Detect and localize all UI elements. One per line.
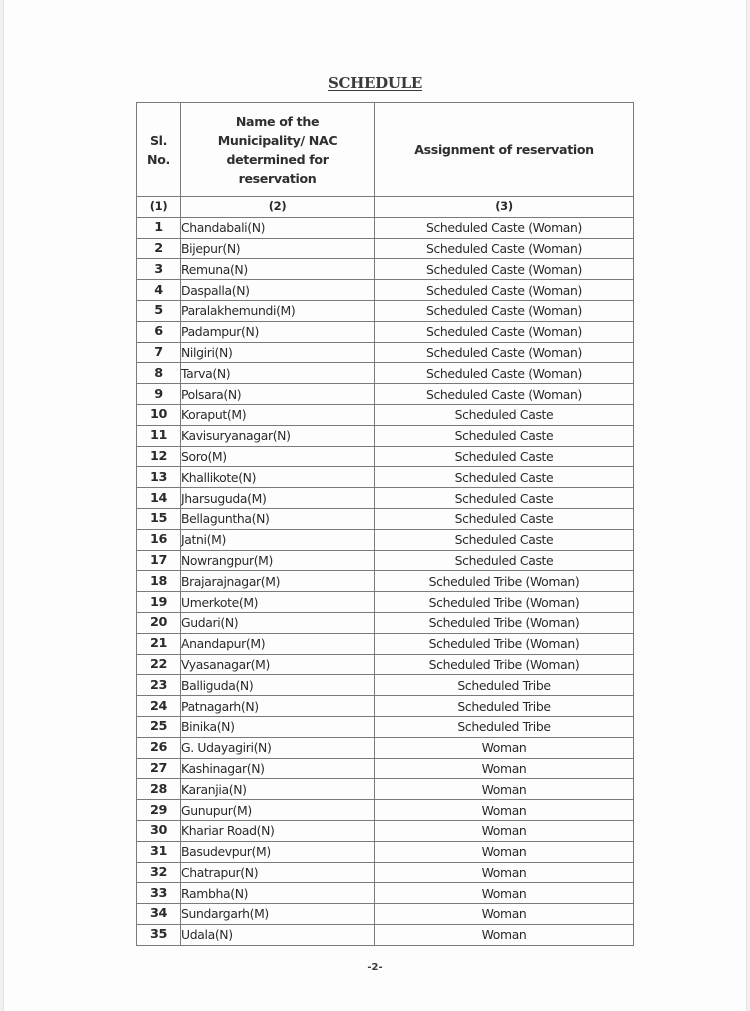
sl-number: 24 <box>137 696 181 717</box>
municipality-name: Polsara(N) <box>181 384 375 405</box>
sl-number: 23 <box>137 675 181 696</box>
document-page <box>4 0 746 1011</box>
municipality-name: Kavisuryanagar(N) <box>181 425 375 446</box>
municipality-name: Nilgiri(N) <box>181 342 375 363</box>
sl-number: 1 <box>137 217 181 238</box>
municipality-name: G. Udayagiri(N) <box>181 737 375 758</box>
municipality-name: Bijepur(N) <box>181 238 375 259</box>
municipality-name: Tarva(N) <box>181 363 375 384</box>
column-number: (1) <box>137 197 181 218</box>
table-row <box>137 862 634 883</box>
municipality-name: Karanjia(N) <box>181 779 375 800</box>
table-row <box>137 238 634 259</box>
table-row <box>137 716 634 737</box>
reservation-type: Scheduled Tribe <box>375 675 634 696</box>
table-row <box>137 321 634 342</box>
table-row <box>137 696 634 717</box>
header-name-line: Name of the <box>235 113 320 129</box>
table-row <box>137 425 634 446</box>
municipality-name: Patnagarh(N) <box>181 696 375 717</box>
sl-number: 19 <box>137 592 181 613</box>
municipality-name: Vyasanagar(M) <box>181 654 375 675</box>
header-sl-no-line1: Sl. <box>149 132 168 148</box>
table-row <box>137 924 634 945</box>
sl-number: 35 <box>137 924 181 945</box>
municipality-name: Kashinagar(N) <box>181 758 375 779</box>
reservation-type: Woman <box>375 820 634 841</box>
sl-number: 8 <box>137 363 181 384</box>
reservation-type: Scheduled Caste <box>375 425 634 446</box>
reservation-type: Scheduled Caste (Woman) <box>375 259 634 280</box>
municipality-name: Khariar Road(N) <box>181 820 375 841</box>
column-number: (2) <box>181 197 375 218</box>
reservation-type: Scheduled Caste <box>375 550 634 571</box>
reservation-type: Scheduled Caste <box>375 529 634 550</box>
municipality-name: Jharsuguda(M) <box>181 488 375 509</box>
municipality-name: Brajarajnagar(M) <box>181 571 375 592</box>
table-row <box>137 508 634 529</box>
header-name-line: Municipality/ NAC <box>217 132 338 148</box>
sl-number: 13 <box>137 467 181 488</box>
reservation-type: Scheduled Caste (Woman) <box>375 280 634 301</box>
sl-number: 3 <box>137 259 181 280</box>
table-row <box>137 820 634 841</box>
sl-number: 7 <box>137 342 181 363</box>
table-row <box>137 529 634 550</box>
table-row <box>137 800 634 821</box>
sl-number: 31 <box>137 841 181 862</box>
sl-number: 28 <box>137 779 181 800</box>
page-number: -2- <box>367 962 383 973</box>
table-row <box>137 883 634 904</box>
sl-number: 27 <box>137 758 181 779</box>
reservation-type: Woman <box>375 904 634 925</box>
reservation-type: Scheduled Caste <box>375 508 634 529</box>
municipality-name: Bellaguntha(N) <box>181 508 375 529</box>
sl-number: 9 <box>137 384 181 405</box>
municipality-name: Chatrapur(N) <box>181 862 375 883</box>
table-row <box>137 488 634 509</box>
header-municipality-name <box>181 103 375 197</box>
sl-number: 21 <box>137 633 181 654</box>
municipality-name: Daspalla(N) <box>181 280 375 301</box>
schedule-table <box>136 102 634 946</box>
table-row <box>137 280 634 301</box>
reservation-type: Scheduled Caste <box>375 446 634 467</box>
table-row <box>137 904 634 925</box>
municipality-name: Binika(N) <box>181 716 375 737</box>
municipality-name: Soro(M) <box>181 446 375 467</box>
reservation-type: Scheduled Caste <box>375 467 634 488</box>
table-row <box>137 675 634 696</box>
sl-number: 17 <box>137 550 181 571</box>
table-row <box>137 404 634 425</box>
reservation-type: Woman <box>375 779 634 800</box>
sl-number: 33 <box>137 883 181 904</box>
sl-number: 16 <box>137 529 181 550</box>
municipality-name: Nowrangpur(M) <box>181 550 375 571</box>
municipality-name: Umerkote(M) <box>181 592 375 613</box>
reservation-type: Scheduled Tribe (Woman) <box>375 571 634 592</box>
sl-number: 26 <box>137 737 181 758</box>
header-sl-no <box>137 103 181 197</box>
sl-number: 4 <box>137 280 181 301</box>
reservation-type: Scheduled Tribe (Woman) <box>375 654 634 675</box>
table-row <box>137 633 634 654</box>
municipality-name: Remuna(N) <box>181 259 375 280</box>
sl-number: 25 <box>137 716 181 737</box>
header-row <box>137 103 634 197</box>
sl-number: 30 <box>137 820 181 841</box>
reservation-type: Scheduled Caste (Woman) <box>375 238 634 259</box>
table-row <box>137 592 634 613</box>
sl-number: 20 <box>137 612 181 633</box>
reservation-type: Scheduled Tribe (Woman) <box>375 612 634 633</box>
table-row <box>137 363 634 384</box>
municipality-name: Rambha(N) <box>181 883 375 904</box>
table-row <box>137 737 634 758</box>
reservation-type: Woman <box>375 924 634 945</box>
reservation-type: Scheduled Caste <box>375 488 634 509</box>
table-row <box>137 467 634 488</box>
reservation-type: Scheduled Tribe (Woman) <box>375 633 634 654</box>
municipality-name: Jatni(M) <box>181 529 375 550</box>
table-row <box>137 446 634 467</box>
table-row <box>137 217 634 238</box>
reservation-type: Scheduled Tribe (Woman) <box>375 592 634 613</box>
sl-number: 10 <box>137 404 181 425</box>
reservation-type: Scheduled Tribe <box>375 716 634 737</box>
table-row <box>137 779 634 800</box>
reservation-type: Woman <box>375 862 634 883</box>
reservation-type: Woman <box>375 737 634 758</box>
table-row <box>137 342 634 363</box>
reservation-type: Woman <box>375 800 634 821</box>
table-row <box>137 550 634 571</box>
document-title <box>4 74 746 92</box>
municipality-name: Paralakhemundi(M) <box>181 300 375 321</box>
sl-number: 32 <box>137 862 181 883</box>
reservation-type: Woman <box>375 883 634 904</box>
municipality-name: Padampur(N) <box>181 321 375 342</box>
reservation-type: Woman <box>375 758 634 779</box>
sl-number: 15 <box>137 508 181 529</box>
table-row <box>137 654 634 675</box>
reservation-type: Woman <box>375 841 634 862</box>
table-row <box>137 300 634 321</box>
header-name-line: reservation <box>238 170 317 186</box>
municipality-name: Udala(N) <box>181 924 375 945</box>
sl-number: 6 <box>137 321 181 342</box>
reservation-type: Scheduled Caste (Woman) <box>375 363 634 384</box>
table-row <box>137 259 634 280</box>
table-row <box>137 612 634 633</box>
header-assignment: Assignment of reservation <box>375 103 634 197</box>
reservation-type: Scheduled Caste <box>375 404 634 425</box>
reservation-type: Scheduled Caste (Woman) <box>375 342 634 363</box>
column-number: (3) <box>375 197 634 218</box>
title-text: SCHEDULE <box>327 74 423 92</box>
table-row <box>137 571 634 592</box>
header-sl-no-line2: No. <box>147 151 170 167</box>
municipality-name: Koraput(M) <box>181 404 375 425</box>
table-row <box>137 758 634 779</box>
sl-number: 12 <box>137 446 181 467</box>
municipality-name: Khallikote(N) <box>181 467 375 488</box>
column-number-row <box>137 197 634 218</box>
municipality-name: Sundargarh(M) <box>181 904 375 925</box>
table-row <box>137 384 634 405</box>
sl-number: 14 <box>137 488 181 509</box>
reservation-type: Scheduled Caste (Woman) <box>375 300 634 321</box>
municipality-name: Balliguda(N) <box>181 675 375 696</box>
reservation-type: Scheduled Tribe <box>375 696 634 717</box>
sl-number: 2 <box>137 238 181 259</box>
sl-number: 11 <box>137 425 181 446</box>
sl-number: 22 <box>137 654 181 675</box>
reservation-type: Scheduled Caste (Woman) <box>375 321 634 342</box>
reservation-type: Scheduled Caste (Woman) <box>375 217 634 238</box>
municipality-name: Basudevpur(M) <box>181 841 375 862</box>
reservation-type: Scheduled Caste (Woman) <box>375 384 634 405</box>
municipality-name: Gunupur(M) <box>181 800 375 821</box>
sl-number: 34 <box>137 904 181 925</box>
table-row <box>137 841 634 862</box>
sl-number: 5 <box>137 300 181 321</box>
sl-number: 29 <box>137 800 181 821</box>
municipality-name: Gudari(N) <box>181 612 375 633</box>
municipality-name: Chandabali(N) <box>181 217 375 238</box>
municipality-name: Anandapur(M) <box>181 633 375 654</box>
header-name-line: determined for <box>226 151 329 167</box>
sl-number: 18 <box>137 571 181 592</box>
